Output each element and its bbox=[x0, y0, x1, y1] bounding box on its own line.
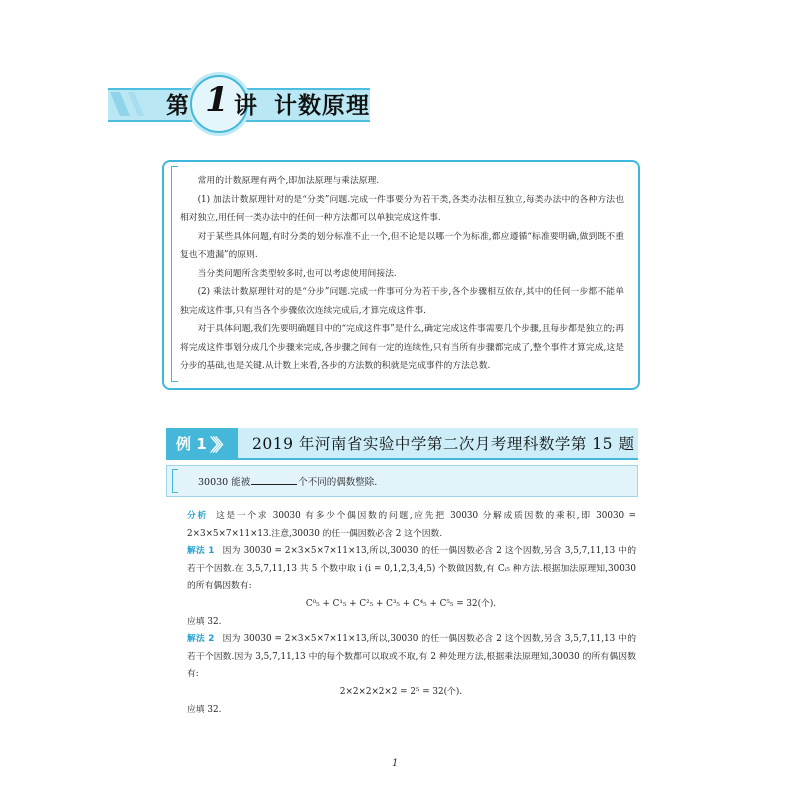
answer-blank bbox=[251, 474, 297, 485]
analysis-label: 分析 bbox=[187, 511, 208, 521]
chevron-right-icon: 〉〉〉 bbox=[210, 436, 226, 456]
chapter-title: 计数原理 bbox=[274, 93, 370, 119]
method1-paragraph bbox=[166, 543, 636, 596]
question-after: 个不同的偶数整除. bbox=[298, 477, 378, 488]
analysis-paragraph bbox=[166, 508, 636, 543]
analysis-text: 这是一个求 30030 有多少个偶因数的问题,应先把 30030 分解成质因数的乘积,即 30030 = 2×3×5×7×11×13.注意,30030 的任一偶因数必含 2 这个因数. bbox=[187, 511, 636, 539]
method2-equation: 2×2×2×2×2 = 2⁵ = 32(个). bbox=[339, 686, 463, 697]
question-before: 30030 能被 bbox=[198, 477, 251, 488]
intro-paragraph: 对于具体问题,我们先要明确题目中的“完成这件事”是什么,确定完成这件事需要几个步骤,且每步都是独立的;再将完成这件事划分成几个步骤来完成,各步骤之间有一定的连续性,只有当所有步骤都完成了,整个事件才算完成,这是分步的基础,也是关键.从计数上来看,各步的方法数的积就是完成事件的方法总数. bbox=[180, 324, 624, 371]
intro-box-bracket bbox=[171, 166, 178, 382]
method1-label: 解法 1 bbox=[187, 546, 215, 557]
method1-equation: C⁰₅ + C¹₅ + C²₅ + C³₅ + C⁴₅ + C⁵₅ = 32(个). bbox=[305, 598, 497, 609]
example-label: 例 1 bbox=[176, 435, 207, 453]
intro-text bbox=[180, 172, 624, 376]
question-box-bracket bbox=[172, 469, 178, 493]
intro-paragraph: (2) 乘法计数原理针对的是“分步”问题.完成一件事可分为若干步,各个步骤相互依存,其中的任何一步都不能单独完成这件事,只有当各个步骤依次连续完成后,才算完成这件事. bbox=[180, 287, 624, 316]
method2-text: 因为 30030 = 2×3×5×7×11×13,所以,30030 的任一偶因数必含 2 这个因数,另含 3,5,7,11,13 中的若干个因数.因为 3,5,7,11,13 中的每个数都可以取或不取,有 2 种处理方法,根据乘法原理知,30030 的所有偶因数有: bbox=[187, 634, 636, 680]
question-text bbox=[198, 474, 377, 488]
intro-paragraph: (1) 加法计数原理针对的是“分类”问题.完成一件事要分为若干类,各类办法相互独立,每类办法中的各种方法也相对独立,用任何一类办法中的任何一种方法都可以单独完成这件事. bbox=[180, 194, 624, 223]
chapter-number: 1 bbox=[205, 80, 229, 120]
chapter-prefix: 第 bbox=[166, 93, 189, 119]
intro-paragraph: 当分类问题所含类型较多时,也可以考虑使用间接法. bbox=[197, 268, 397, 279]
chapter-suffix: 讲 bbox=[234, 93, 257, 119]
example-source: 2019 年河南省实验中学第二次月考理科数学第 15 题 bbox=[252, 435, 635, 453]
page-number: 1 bbox=[392, 758, 399, 769]
intro-paragraph: 常用的计数原理有两个,即加法原理与乘法原理. bbox=[197, 176, 380, 186]
answer1: 应填 32. bbox=[187, 616, 222, 627]
method2-paragraph bbox=[166, 631, 636, 684]
method2-label: 解法 2 bbox=[187, 634, 215, 645]
chapter-band-stripes bbox=[110, 92, 162, 116]
intro-paragraph: 对于某些具体问题,有时分类的划分标准不止一个,但不论是以哪一个为标准,都应遵循“标准要明确,做到既不重复也不遗漏”的原则. bbox=[180, 231, 624, 260]
solution bbox=[166, 508, 636, 719]
method1-text: 因为 30030 = 2×3×5×7×11×13,所以,30030 的任一偶因数必含 2 这个因数,另含 3,5,7,11,13 中的若干个因数.在 3,5,7,11,13 共 5 个数中取 i (i = 0,1,2,3,4,5) 个数做因数,有 Cᵢ₅ 种方法.根据加法原理知,30030 的所有偶因数有: bbox=[187, 546, 636, 592]
answer2: 应填 32. bbox=[187, 704, 222, 715]
